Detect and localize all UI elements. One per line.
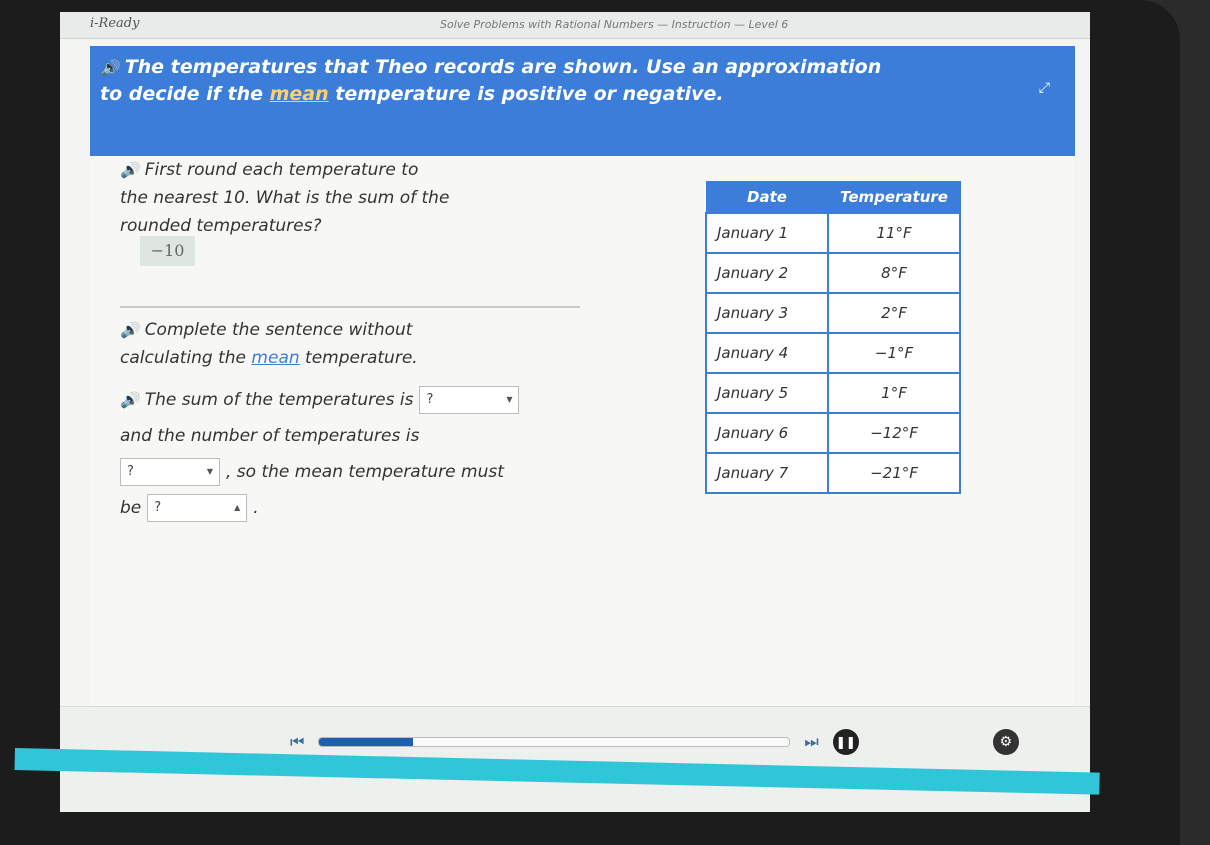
table-row <box>706 253 960 293</box>
temperature-cell: 8°F <box>828 253 960 293</box>
prompt-text-before: The temperatures that Theo records are shown. Use an approximation to decide if the <box>100 56 882 105</box>
pause-icon[interactable]: ❚❚ <box>833 729 859 755</box>
question-2-text-after: temperature. <box>299 348 418 368</box>
gear-icon[interactable]: ⚙ <box>993 729 1019 755</box>
prompt-text <box>100 54 900 107</box>
chevron-down-icon: ▼ <box>506 395 513 404</box>
date-cell: January 7 <box>706 453 828 493</box>
question-3-part-2: and the number of temperatures is <box>120 426 420 446</box>
dropdown-value: ? <box>426 392 434 407</box>
skip-forward-icon[interactable]: ⏭ <box>804 732 819 751</box>
table-header-row <box>706 182 960 214</box>
question-1 <box>120 156 450 240</box>
question-3-line-3 <box>120 454 640 490</box>
question-3-line-4 <box>120 490 640 526</box>
skip-back-icon[interactable]: ⏮ <box>290 732 305 751</box>
chevron-up-icon: ▲ <box>234 503 241 512</box>
date-cell: January 5 <box>706 373 828 413</box>
temperature-cell: −1°F <box>828 333 960 373</box>
question-3 <box>120 382 640 526</box>
question-3-part-4: be <box>120 498 142 518</box>
temperature-cell: 2°F <box>828 293 960 333</box>
question-1-answer: −10 <box>140 236 195 266</box>
date-cell: January 2 <box>706 253 828 293</box>
dropdown-value: ? <box>127 464 134 479</box>
divider <box>120 306 580 308</box>
progress-fill <box>319 738 413 746</box>
screen <box>60 12 1090 812</box>
question-2 <box>120 316 450 372</box>
top-bar <box>60 12 1090 39</box>
expand-icon[interactable]: ⤢ <box>1038 80 1050 96</box>
temperature-cell: 11°F <box>828 213 960 253</box>
lesson-player <box>290 727 1050 757</box>
main-content <box>90 156 1075 706</box>
header-date: Date <box>706 182 828 214</box>
lesson-title: Solve Problems with Rational Numbers — Instruction — Level 6 <box>440 18 789 31</box>
table-row <box>706 333 960 373</box>
question-3-end: . <box>253 498 259 518</box>
speaker-icon[interactable]: 🔊 <box>120 391 139 409</box>
header-temperature: Temperature <box>828 182 960 214</box>
speaker-icon[interactable]: 🔊 <box>100 59 119 77</box>
temperature-cell: −21°F <box>828 453 960 493</box>
table-row <box>706 373 960 413</box>
date-cell: January 3 <box>706 293 828 333</box>
prompt-banner <box>90 46 1075 156</box>
glossary-link-mean[interactable]: mean <box>269 83 329 105</box>
table-row <box>706 213 960 253</box>
temperature-cell: 1°F <box>828 373 960 413</box>
question-3-part-1: The sum of the temperatures is <box>144 390 414 410</box>
sum-sign-dropdown[interactable] <box>419 386 519 414</box>
table-row <box>706 413 960 453</box>
question-2-text-before: Complete the sentence without calculating the <box>120 320 413 368</box>
date-cell: January 6 <box>706 413 828 453</box>
count-dropdown[interactable] <box>120 458 220 486</box>
question-3-line-1 <box>120 382 640 418</box>
app-logo: i-Ready <box>90 16 140 31</box>
mean-sign-dropdown[interactable] <box>147 494 247 522</box>
chevron-down-icon: ▼ <box>206 467 213 476</box>
temperature-cell: −12°F <box>828 413 960 453</box>
progress-bar[interactable] <box>318 737 790 747</box>
date-cell: January 1 <box>706 213 828 253</box>
date-cell: January 4 <box>706 333 828 373</box>
speaker-icon[interactable]: 🔊 <box>120 161 139 179</box>
question-3-line-2 <box>120 418 640 454</box>
temperature-table <box>705 181 961 494</box>
prompt-text-after: temperature is positive or negative. <box>328 83 724 105</box>
glossary-link-mean[interactable]: mean <box>251 348 300 368</box>
table-row <box>706 293 960 333</box>
dropdown-value: ? <box>154 500 162 515</box>
speaker-icon[interactable]: 🔊 <box>120 321 139 339</box>
question-1-text: First round each temperature to the nearest 10. What is the sum of the rounded temperatures? <box>120 160 450 236</box>
question-3-part-3: , so the mean temperature must <box>226 462 504 482</box>
table-row <box>706 453 960 493</box>
